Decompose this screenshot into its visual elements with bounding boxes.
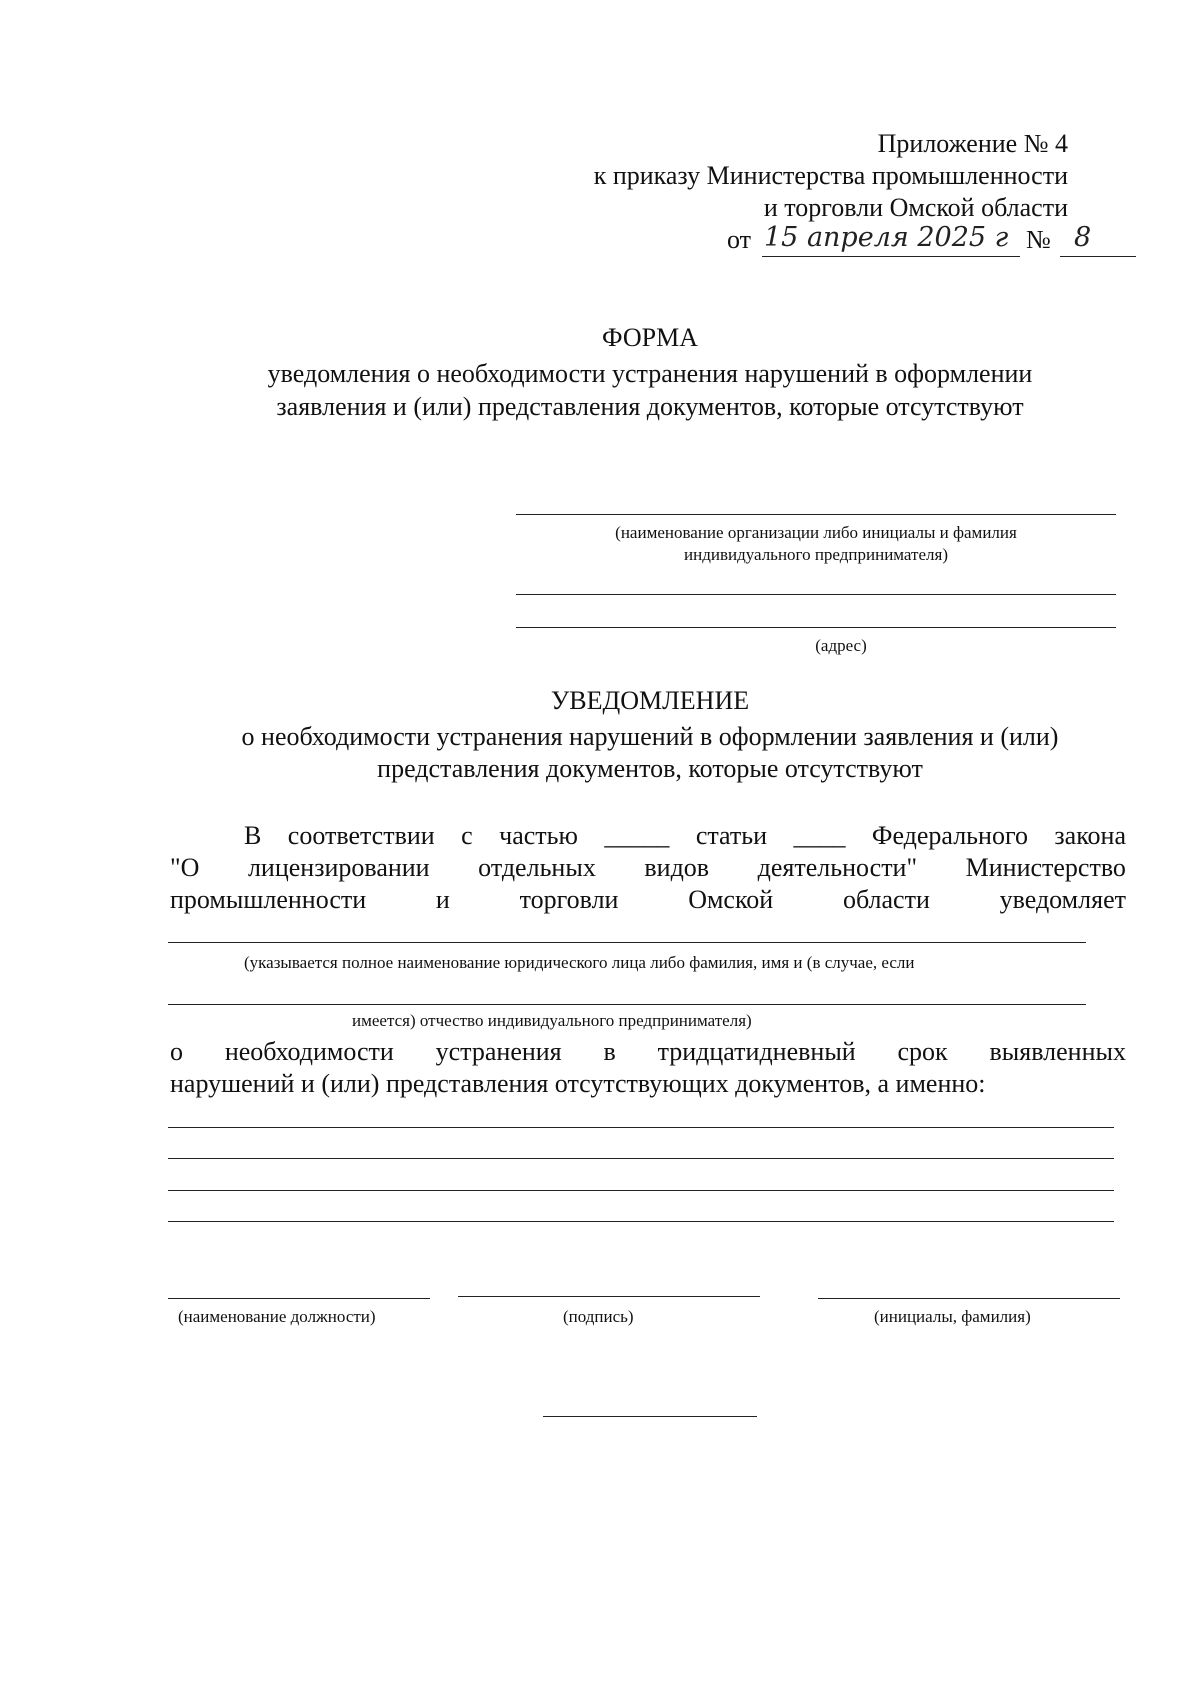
header-appendix: Приложение № 4 xyxy=(877,129,1068,158)
name-caption: (инициалы, фамилия) xyxy=(874,1307,1031,1326)
address-caption: (адрес) xyxy=(815,636,867,655)
position-line xyxy=(168,1298,430,1299)
body-word: с xyxy=(461,821,473,850)
form-title: ФОРМА xyxy=(602,323,698,352)
article-number-blank: ____ xyxy=(793,821,846,850)
recipient-caption-line1: (указывается полное наименование юридического лица либо фамилия, имя и (в случае, если xyxy=(244,953,915,972)
addressee-address-line1 xyxy=(516,594,1116,595)
recipient-caption-line2: имеется) отчество индивидуального предпринимателя) xyxy=(352,1011,752,1030)
header-ministry-line: и торговли Омской области xyxy=(763,193,1068,222)
body-word: срок xyxy=(897,1037,948,1066)
handwritten-date: 15 апреля 2025 г xyxy=(764,222,1009,253)
body-word: В xyxy=(244,821,262,850)
body-word: соответствии xyxy=(287,821,435,850)
body-word: Федерального xyxy=(871,821,1028,850)
body-line-2 xyxy=(170,852,1126,883)
notice-subtitle-line2: представления документов, которые отсутствуют xyxy=(377,754,923,783)
addressee-name-line xyxy=(516,514,1116,515)
body-word: уведомляет xyxy=(999,885,1126,914)
addressee-caption-line1: (наименование организации либо инициалы и фамилия xyxy=(615,523,1017,542)
header-order-line: к приказу Министерства промышленности xyxy=(593,161,1068,190)
body-word: лицензировании xyxy=(247,853,430,882)
violations-line-3 xyxy=(168,1190,1114,1191)
body-word: "О xyxy=(170,853,200,882)
body-word: области xyxy=(842,885,930,914)
addressee-caption-line2: индивидуального предпринимателя) xyxy=(684,545,948,564)
body-word: в xyxy=(603,1037,616,1066)
recipient-name-line1 xyxy=(168,942,1086,943)
body-word: статьи xyxy=(695,821,768,850)
body-word: отдельных xyxy=(478,853,596,882)
name-line xyxy=(818,1298,1120,1299)
number-underline xyxy=(1060,256,1136,257)
body-line-1 xyxy=(244,820,1126,851)
notice-subtitle-line1: о необходимости устранения нарушений в оформлении заявления и (или) xyxy=(241,722,1059,751)
header-number-label: № xyxy=(1026,225,1051,254)
body-line-3 xyxy=(170,884,1126,915)
recipient-name-line2 xyxy=(168,1004,1086,1005)
body-word: закона xyxy=(1054,821,1126,850)
header-from-label: от xyxy=(727,225,752,254)
form-subtitle-line2: заявления и (или) представления документов, которые отсутствуют xyxy=(276,392,1024,421)
body-word: Министерство xyxy=(965,853,1126,882)
notice-title: УВЕДОМЛЕНИЕ xyxy=(550,686,750,715)
form-subtitle-line1: уведомления о необходимости устранения нарушений в оформлении xyxy=(267,359,1033,388)
body-word: тридцатидневный xyxy=(657,1037,856,1066)
body-line-5: нарушений и (или) представления отсутствующих документов, а именно: xyxy=(170,1069,986,1098)
addressee-address-line2 xyxy=(516,627,1116,628)
body-word: о xyxy=(170,1037,183,1066)
body-word: промышленности xyxy=(170,885,367,914)
position-caption: (наименование должности) xyxy=(178,1307,376,1326)
part-number-blank: _____ xyxy=(604,821,670,850)
body-word: Омской xyxy=(688,885,774,914)
body-word: и xyxy=(435,885,450,914)
closing-separator xyxy=(543,1416,757,1417)
body-word: частью xyxy=(499,821,578,850)
date-underline xyxy=(762,256,1020,257)
signature-line xyxy=(458,1296,760,1297)
violations-line-2 xyxy=(168,1158,1114,1159)
body-word: выявленных xyxy=(989,1037,1126,1066)
body-word: видов xyxy=(644,853,710,882)
signature-caption: (подпись) xyxy=(563,1307,634,1326)
handwritten-number: 8 xyxy=(1074,222,1092,253)
body-word: необходимости xyxy=(224,1037,394,1066)
body-word: устранения xyxy=(435,1037,562,1066)
violations-line-1 xyxy=(168,1127,1114,1128)
violations-line-4 xyxy=(168,1221,1114,1222)
body-word: деятельности" xyxy=(757,853,918,882)
body-line-4 xyxy=(170,1036,1126,1067)
body-word: торговли xyxy=(519,885,619,914)
